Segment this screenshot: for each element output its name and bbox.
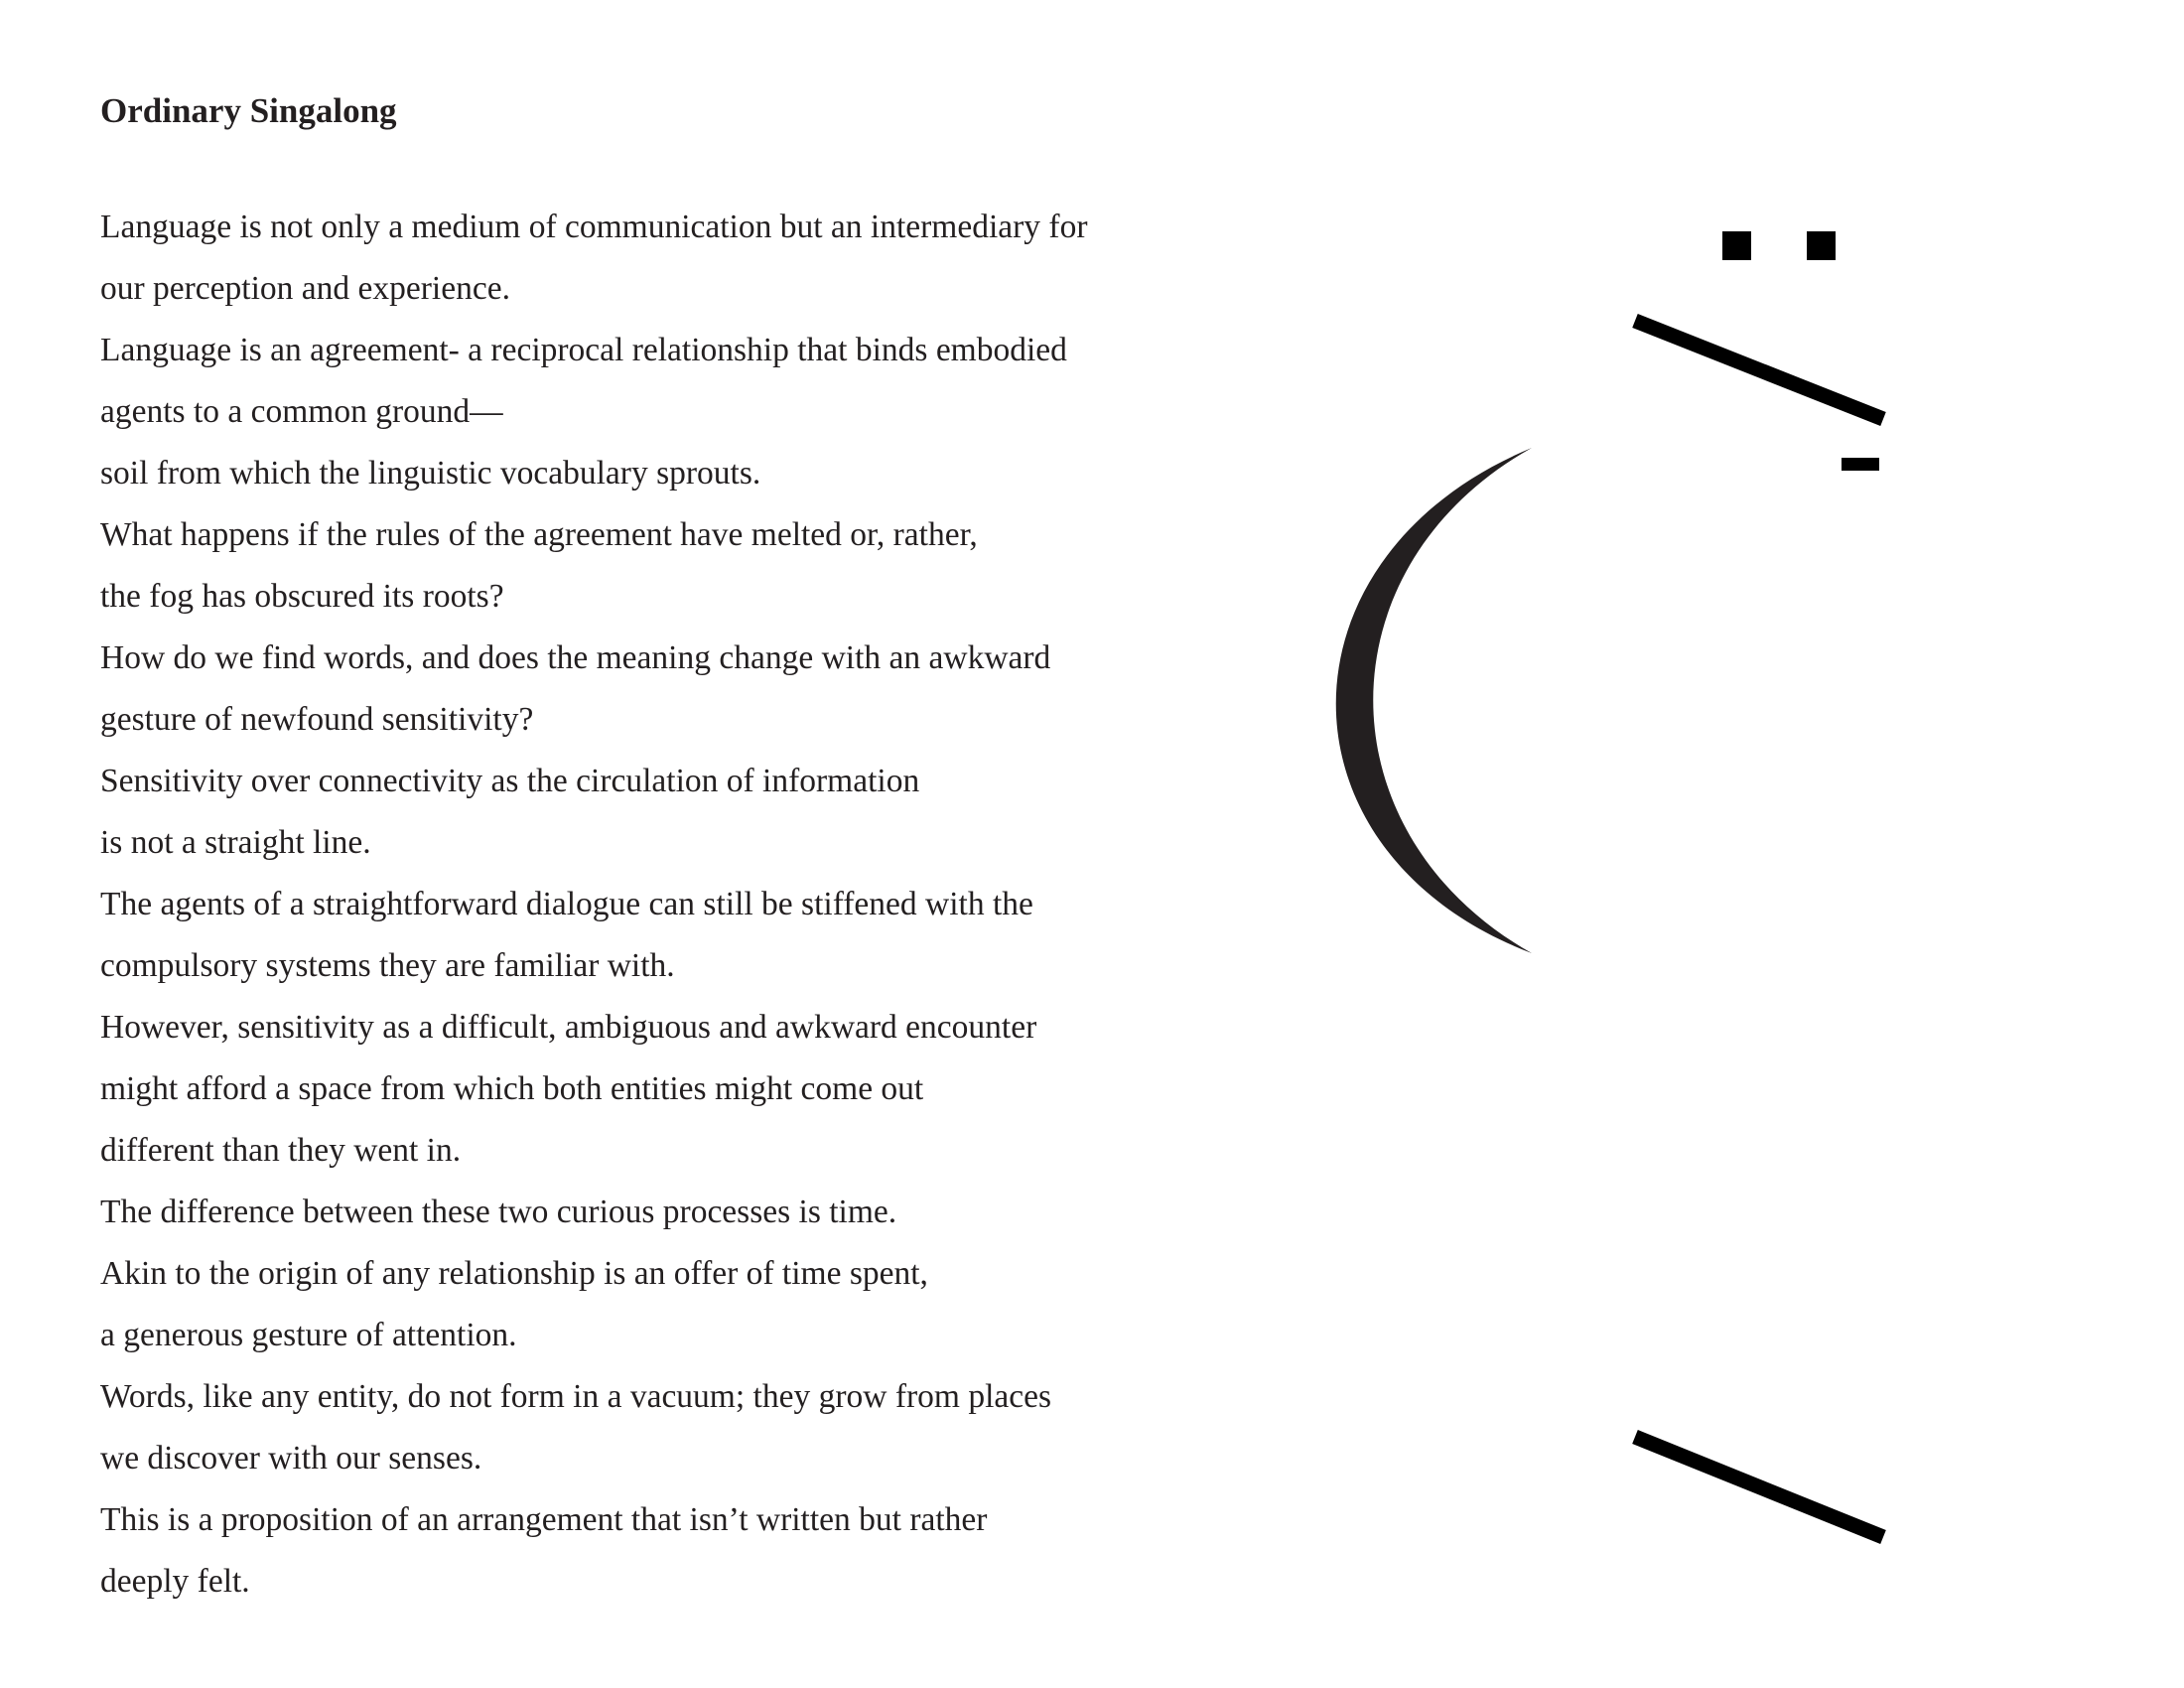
upper-diagonal-stroke <box>1635 321 1883 419</box>
poem-line: How do we find words, and does the meaning change with an awkward <box>100 639 1051 676</box>
poem-line: Language is an agreement- a reciprocal relationship that binds embodied <box>100 332 1067 368</box>
poem-line: compulsory systems they are familiar with. <box>100 947 675 984</box>
poem-text <box>100 204 1242 1619</box>
poem-line: different than they went in. <box>100 1132 462 1169</box>
poem-line: The difference between these two curious processes is time. <box>100 1194 897 1230</box>
poem-line: However, sensitivity as a difficult, ambiguous and awkward encounter <box>100 1009 1037 1046</box>
poem-line: The agents of a straightforward dialogue can still be stiffened with the <box>100 886 1033 922</box>
poem-line: might afford a space from which both entities might come out <box>100 1070 924 1107</box>
crescent-shape <box>1336 448 1532 953</box>
poem-line: Language is not only a medium of communication but an intermediary for <box>100 209 1088 245</box>
poem-line: gesture of newfound sensitivity? <box>100 701 534 738</box>
poem-line: is not a straight line. <box>100 824 371 861</box>
poem-line: Akin to the origin of any relationship is an offer of time spent, <box>100 1255 928 1292</box>
poem-line: a generous gesture of attention. <box>100 1317 517 1353</box>
poem-line: Sensitivity over connectivity as the circulation of information <box>100 763 920 799</box>
poem-line: agents to a common ground— <box>100 393 503 430</box>
poem-line: deeply felt. <box>100 1563 250 1600</box>
poem-line: This is a proposition of an arrangement that isn’t written but rather <box>100 1501 988 1538</box>
poem-line: the fog has obscured its roots? <box>100 578 504 615</box>
page-title: Ordinary Singalong <box>100 91 397 130</box>
poem-line: soil from which the linguistic vocabulary sprouts. <box>100 455 761 492</box>
emoticon-art <box>1291 179 1985 1569</box>
left-square-dot <box>1722 231 1751 260</box>
poem-line: we discover with our senses. <box>100 1440 482 1477</box>
poem-line: Words, like any entity, do not form in a vacuum; they grow from places <box>100 1378 1052 1415</box>
right-square-dot <box>1807 231 1836 260</box>
lower-diagonal-stroke <box>1635 1437 1883 1537</box>
poem-line: What happens if the rules of the agreement have melted or, rather, <box>100 516 978 553</box>
poem-line: our perception and experience. <box>100 270 510 307</box>
small-dash <box>1842 458 1879 471</box>
